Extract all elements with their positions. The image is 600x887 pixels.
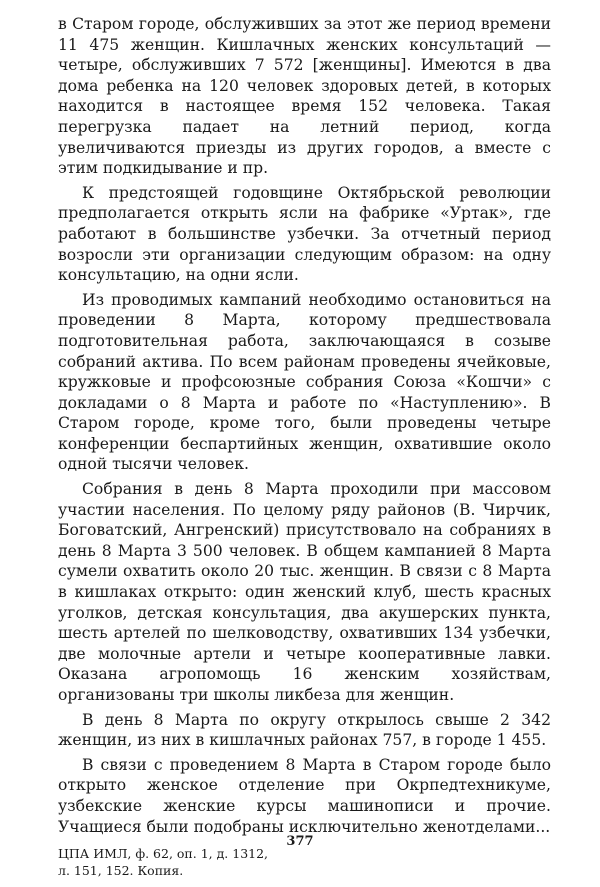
paragraph-5: В день 8 Марта по округу открылось свыше 2 342 женщин, из них в кишлачных районах 757, в городе 1 455.: [58, 710, 551, 750]
page-number: 377: [286, 834, 314, 849]
paragraph-6: В связи с проведением 8 Марта в Старом городе было открыто женское отделение при Окрпедтехникуме, узбекские женские курсы машинописи и прочие. Учащиеся были подобраны исключительно женотделами...: [58, 755, 551, 836]
body-text: [58, 14, 551, 879]
paragraph-3: Из проводимых кампаний необходимо остановиться на проведении 8 Марта, которому предшествовала подготовительная работа, заключающаяся в созыве собраний актива. По всем районам проведены ячейковые, кружковые и профсоюзные собрания Союза «Кошчи» с докладами о 8 Марта и работе по «Наступлению». В Старом городе, кроме того, были проведены четыре конференции беспартийных женщин, охватившие около одной тысячи человек.: [58, 290, 551, 474]
paragraph-1: в Старом городе, обслуживших за этот же период времени 11 475 женщин. Кишлачных женских консультаций — четыре, обслуживших 7 572 [женщины]. Имеются в два дома ребенка на 120 человек здоровых детей, в которых находится в настоящее время 152 человека. Такая перегрузка падает на летний период, когда увеличиваются приезды из других городов, а вместе с этим подкидывание и пр.: [58, 15, 551, 178]
archive-source-reference: ЦПА ИМЛ, ф. 62, оп. 1, д. 1312, л. 151, 152. Копия.: [58, 846, 269, 879]
paragraph-4: Собрания в день 8 Марта проходили при массовом участии населения. По целому ряду районов (В. Чирчик, Боговатский, Ангренский) присутствовало на собраниях в день 8 Марта 3 500 человек. В общем кампанией 8 Марта сумели охватить около 20 тыс. женщин. В связи с 8 Марта в кишлаках открыто: один женский клуб, шесть красных уголков, детская консультация, два акушерских пункта, шесть артелей по шелководству, охвативших 134 узбечки, две молочные артели и четыре кооперативные лавки. Оказана агропомощь 16 женским хозяйствам, организованы три школы ликбеза для женщин.: [58, 480, 551, 704]
paragraph-2: К предстоящей годовщине Октябрьской революции предполагается открыть ясли на фабрике «Уртак», где работают в большинстве узбечки. За отчетный период возросли эти организации следующим образом: на одну консультацию, на одни ясли.: [58, 183, 551, 285]
